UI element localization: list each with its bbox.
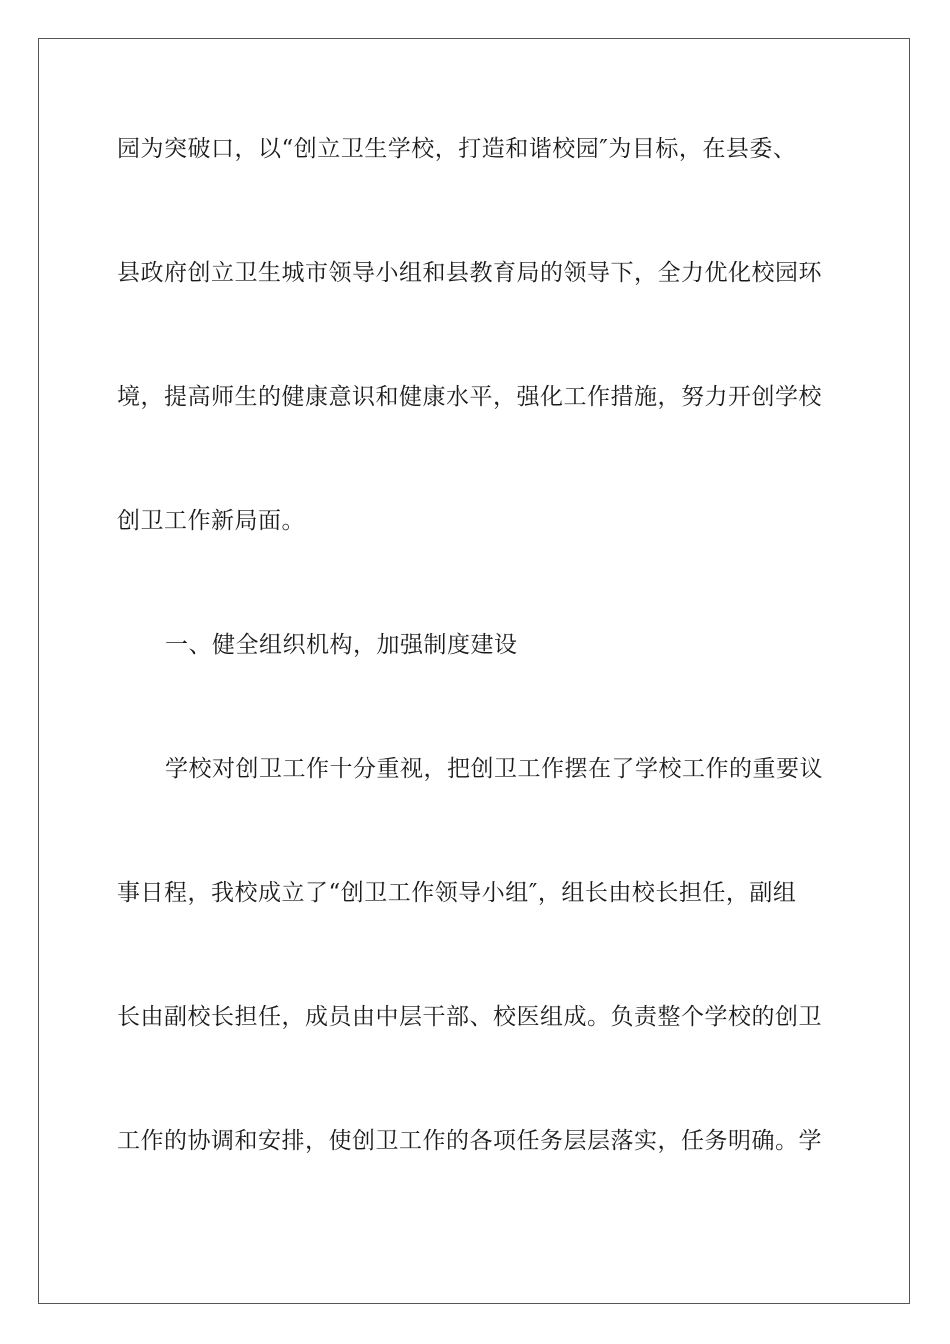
paragraph-line: 园为突破口，以“创立卫生学校，打造和谐校园″为目标，在县委、 <box>117 136 797 162</box>
paragraph-line: 创卫工作新局面。 <box>117 508 305 534</box>
section-heading: 一、健全组织机构，加强制度建设 <box>165 632 518 658</box>
paragraph-line: 工作的协调和安排，使创卫工作的各项任务层层落实，任务明确。学 <box>117 1128 822 1154</box>
paragraph-line: 事日程，我校成立了“创卫工作领导小组″，组长由校长担任，副组 <box>117 880 797 906</box>
paragraph-line: 县政府创立卫生城市领导小组和县教育局的领导下，全力优化校园环 <box>117 260 822 286</box>
paragraph-line: 学校对创卫工作十分重视，把创卫工作摆在了学校工作的重要议 <box>165 756 823 782</box>
paragraph-line: 境，提高师生的健康意识和健康水平，强化工作措施，努力开创学校 <box>117 384 822 410</box>
paragraph-line: 长由副校长担任，成员由中层干部、校医组成。负责整个学校的创卫 <box>117 1004 822 1030</box>
page-border <box>38 38 910 1304</box>
